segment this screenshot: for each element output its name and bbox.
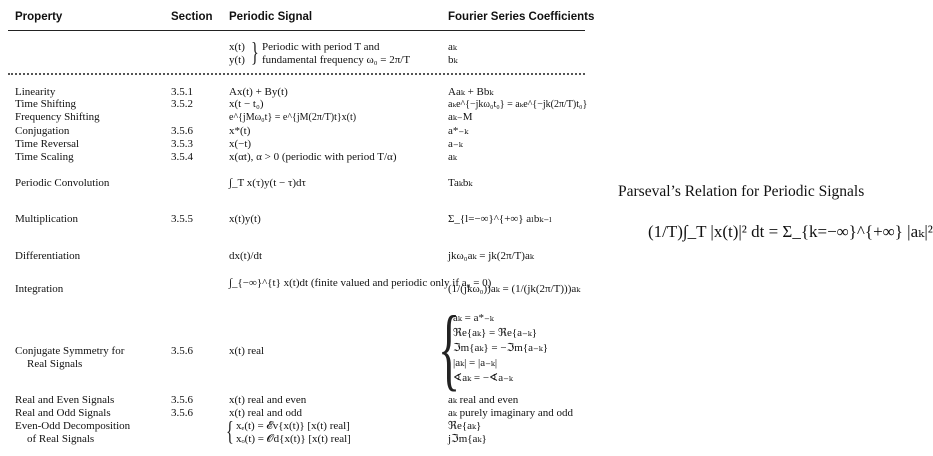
row-linearity-section: 3.5.1 [171, 86, 193, 98]
row-conjugation-property: Conjugation [15, 125, 70, 137]
intro-a-coef: aₖ [448, 41, 457, 53]
row-timescale-section: 3.5.4 [171, 151, 193, 163]
row-freqshift-signal: e^{jMω₀t} = e^{jM(2π/T)t}x(t) [229, 112, 357, 123]
row-conv-coef: Taₖbₖ [448, 177, 473, 189]
row-timeshift-section: 3.5.2 [171, 98, 193, 110]
intro-description [262, 41, 410, 67]
row-diff-coef: jkω₀aₖ = jk(2π/T)aₖ [448, 250, 534, 262]
row-integ-property: Integration [15, 283, 64, 295]
row-conjsym-section: 3.5.6 [171, 345, 193, 357]
parseval-title: Parseval’s Relation for Periodic Signals [618, 183, 865, 200]
intro-desc-2: fundamental frequency ω₀ = 2π/T [262, 54, 411, 66]
row-realodd-property: Real and Odd Signals [15, 407, 111, 419]
row-integ-coef: (1/(jkω₀))aₖ = (1/(jk(2π/T)))aₖ [448, 283, 581, 295]
row-realodd-section: 3.5.6 [171, 407, 193, 419]
separator-rule [8, 73, 585, 75]
row-realeven-signal: x(t) real and even [229, 394, 307, 406]
row-freqshift-property: Frequency Shifting [15, 111, 100, 123]
row-timerev-section: 3.5.3 [171, 138, 193, 150]
conjsym-brace: { [438, 297, 461, 399]
row-conjsym-coef: aₖ = a*₋ₖ ℜe{aₖ} = ℜe{a₋ₖ} ℑm{aₖ} = −ℑm{a₋ₖ} |aₖ| = |a₋ₖ| ∢aₖ = −∢a₋ₖ [453, 312, 549, 384]
intro-signals [229, 41, 245, 67]
intro-x-signal: x(t) [229, 41, 245, 53]
intro-coefficients [448, 41, 458, 67]
header-rule [8, 30, 585, 31]
row-conv-property: Periodic Convolution [15, 177, 110, 189]
row-conjugation-signal: x*(t) [229, 125, 251, 137]
row-linearity-coef: Aaₖ + Bbₖ [448, 86, 494, 98]
row-conjsym-signal: x(t) real [229, 345, 265, 357]
row-timerev-property: Time Reversal [15, 138, 80, 150]
row-timerev-coef: a₋ₖ [448, 138, 463, 150]
intro-b-coef: bₖ [448, 54, 458, 66]
intro-y-signal: y(t) [229, 54, 245, 66]
row-timescale-signal: x(αt), α > 0 (periodic with period T/α) [229, 151, 397, 163]
row-realeven-property: Real and Even Signals [15, 394, 115, 406]
row-diff-property: Differentiation [15, 250, 81, 262]
row-mult-signal: x(t)y(t) [229, 213, 261, 225]
row-realodd-coef: aₖ purely imaginary and odd [448, 407, 573, 419]
row-evenodd-property: Even-Odd Decomposition of Real Signals [15, 420, 131, 445]
row-realeven-coef: aₖ real and even [448, 394, 519, 406]
row-mult-property: Multiplication [15, 213, 78, 225]
row-realodd-signal: x(t) real and odd [229, 407, 302, 419]
row-mult-section: 3.5.5 [171, 213, 193, 225]
row-linearity-signal: Ax(t) + By(t) [229, 86, 288, 98]
header-coefficients: Fourier Series Coefficients [448, 11, 595, 23]
row-diff-signal: dx(t)/dt [229, 250, 262, 262]
row-conjsym-property: Conjugate Symmetry for Real Signals [15, 345, 125, 370]
intro-desc-1: Periodic with period T and [262, 41, 380, 53]
row-conv-signal: ∫_T x(τ)y(t − τ)dτ [229, 177, 306, 189]
row-timeshift-property: Time Shifting [15, 98, 77, 110]
row-timeshift-signal: x(t − t₀) [229, 98, 264, 110]
parseval-equation: (1/T)∫_T |x(t)|² dt = Σ_{k=−∞}^{+∞} |aₖ|² [648, 222, 933, 241]
row-evenodd-signal: xₑ(t) = 𝓔v{x(t)} [x(t) real] xₒ(t) = 𝓞d{x(t)} [x(t) real] [236, 420, 351, 445]
row-linearity-property: Linearity [15, 86, 56, 98]
row-conjugation-section: 3.5.6 [171, 125, 193, 137]
row-timerev-signal: x(−t) [229, 138, 252, 150]
evenodd-brace: { [226, 416, 234, 446]
header-signal: Periodic Signal [229, 11, 313, 23]
row-timescale-coef: aₖ [448, 151, 457, 163]
row-realeven-section: 3.5.6 [171, 394, 193, 406]
row-conjugation-coef: a*₋ₖ [448, 125, 469, 137]
header-section: Section [171, 11, 213, 23]
row-timeshift-coef: aₖe^{−jkω₀t₀} = aₖe^{−jk(2π/T)t₀} [448, 99, 588, 110]
header-property: Property [15, 11, 63, 23]
row-integ-signal: ∫_{−∞}^{t} x(t)dt (finite valued and periodic only if a₀ = 0) [229, 277, 492, 289]
intro-brace: } [251, 37, 259, 67]
row-timescale-property: Time Scaling [15, 151, 74, 163]
row-evenodd-coef: ℜe{aₖ} jℑm{aₖ} [448, 420, 487, 445]
row-mult-coef: Σ_{l=−∞}^{+∞} aₗbₖ₋ₗ [448, 213, 552, 225]
row-freqshift-coef: aₖ₋M [448, 111, 473, 123]
